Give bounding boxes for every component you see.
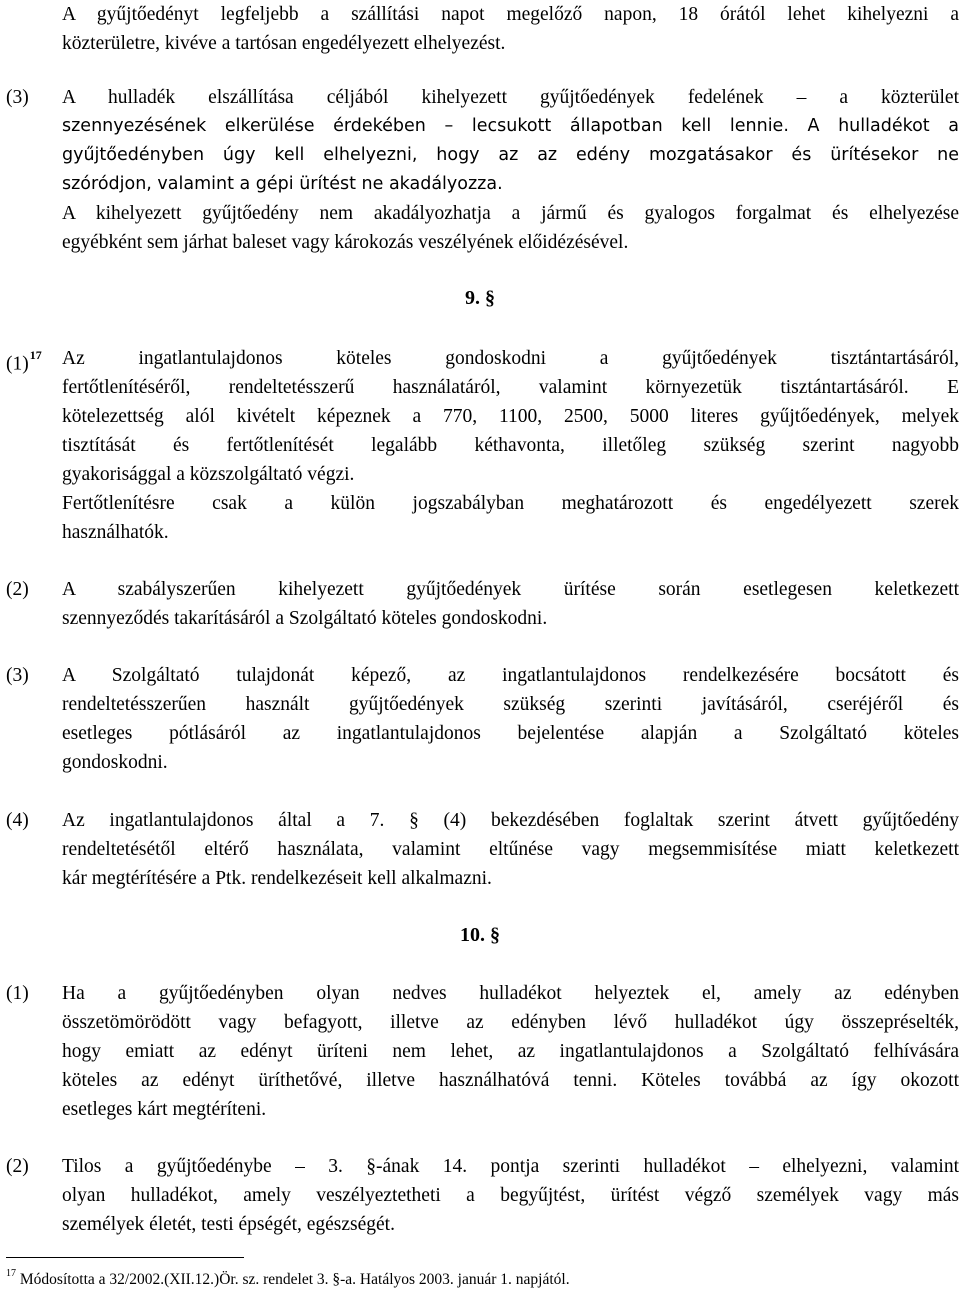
- paragraph-number: (1): [6, 983, 29, 1004]
- paragraph-line: tisztítását és fertőtlenítését legalább kéthavonta, illetőleg szükség szerint nagyobb: [62, 435, 959, 456]
- paragraph-line: köteles az edényt üríthetővé, illetve használhatóvá tenni. Köteles továbbá az így okozott: [62, 1070, 959, 1091]
- paragraph-line: hogy emiatt az edényt üríteni nem lehet, az ingatlantulajdonos a Szolgáltató felhívására: [62, 1041, 959, 1062]
- paragraph-number: [6, 344, 42, 379]
- paragraph-line: összetömörödött vagy befagyott, illetve az edényben lévő hulladékot úgy összepréselték,: [62, 1012, 959, 1033]
- paragraph-line: esetleges kárt megtéríteni.: [62, 1099, 267, 1120]
- paragraph-line: esetleges pótlásáról az ingatlantulajdonos bejelentése alapján a Szolgáltató köteles: [62, 723, 959, 744]
- section-heading: 10. §: [460, 924, 500, 946]
- paragraph-line: Ha a gyűjtőedényben olyan nedves hulladékot helyeztek el, amely az edényben: [62, 983, 959, 1004]
- paragraph-line: Tilos a gyűjtőedénybe – 3. §-ának 14. pontja szerinti hulladékot – elhelyezni, valamint: [62, 1156, 959, 1177]
- footnote-text: Módosította a 32/2002.(XII.12.)Ör. sz. rendelet 3. §-a. Hatályos 2003. január 1. napjától.: [16, 1271, 570, 1289]
- paragraph-line: A szabályszerűen kihelyezett gyűjtőedények ürítése során esetlegesen keletkezett: [62, 579, 959, 600]
- paragraph-line: szóródjon, valamint a gépi ürítést ne akadályozza.: [62, 174, 503, 194]
- paragraph-number: (3): [6, 87, 29, 108]
- paragraph-line: közterületre, kivéve a tartósan engedélyezett elhelyezést.: [62, 33, 506, 54]
- paragraph-line: A kihelyezett gyűjtőedény nem akadályozhatja a jármű és gyalogos forgalmat és elhelyezése: [62, 203, 959, 224]
- paragraph-line: fertőtlenítéséről, rendeltetésszerű használatáról, valamint környezetük tisztántartásáról. E: [62, 377, 959, 398]
- paragraph-line: gyakorisággal a közszolgáltató végzi.: [62, 464, 355, 485]
- paragraph-number: (2): [6, 1156, 29, 1177]
- section-heading: 9. §: [465, 287, 495, 309]
- paragraph-line: gyűjtőedényben úgy kell elhelyezni, hogy az az edény mozgatásakor és ürítésekor ne: [62, 145, 959, 165]
- paragraph-line: egyébként sem járhat baleset vagy károkozás veszélyének előidézésével.: [62, 232, 629, 253]
- paragraph-line: Az ingatlantulajdonos által a 7. § (4) bekezdésében foglaltak szerint átvett gyűjtőedény: [62, 810, 959, 831]
- footnote-mark: 17: [6, 1268, 16, 1279]
- paragraph-line: személyek életét, testi épségét, egészségét.: [62, 1214, 395, 1235]
- paragraph-number: (2): [6, 579, 29, 600]
- paragraph-line: kár megtérítésére a Ptk. rendelkezéseit kell alkalmazni.: [62, 868, 492, 889]
- paragraph-line: olyan hulladékot, amely veszélyeztetheti a begyűjtést, ürítést végző személyek vagy más: [62, 1185, 959, 1206]
- paragraph-line: rendeltetésétől eltérő használata, valamint eltűnése vagy megsemmisítése miatt keletkezett: [62, 839, 959, 860]
- paragraph-line: A gyűjtőedényt legfeljebb a szállítási napot megelőző napon, 18 órától lehet kihelyezni a: [62, 4, 959, 25]
- footnote: [6, 1266, 570, 1290]
- paragraph-number: (4): [6, 810, 29, 831]
- footnote-reference: 17: [29, 348, 42, 362]
- paragraph-number-label: (1): [6, 353, 29, 375]
- paragraph-line: használhatók.: [62, 522, 169, 543]
- paragraph-line: szennyeződés takarításáról a Szolgáltató köteles gondoskodni.: [62, 608, 548, 629]
- paragraph-line: rendeltetésszerűen használt gyűjtőedények szükség szerinti javításáról, cseréjéről és: [62, 694, 959, 715]
- paragraph-line: Az ingatlantulajdonos köteles gondoskodni a gyűjtőedények tisztántartásáról,: [62, 348, 959, 369]
- paragraph-number: (3): [6, 665, 29, 686]
- paragraph-line: gondoskodni.: [62, 752, 168, 773]
- paragraph-line: A Szolgáltató tulajdonát képező, az ingatlantulajdonos rendelkezésére bocsátott és: [62, 665, 959, 686]
- paragraph-line: A hulladék elszállítása céljából kihelyezett gyűjtőedények fedelének – a közterület: [62, 87, 959, 108]
- paragraph-line: kötelezettség alól kivételt képeznek a 770, 1100, 2500, 5000 literes gyűjtőedények, melyek: [62, 406, 959, 427]
- footnote-separator: [6, 1257, 244, 1258]
- paragraph-line: Fertőtlenítésre csak a külön jogszabályban meghatározott és engedélyezett szerek: [62, 493, 959, 514]
- paragraph-line: szennyezésének elkerülése érdekében – lecsukott állapotban kell lennie. A hulladékot a: [62, 116, 959, 136]
